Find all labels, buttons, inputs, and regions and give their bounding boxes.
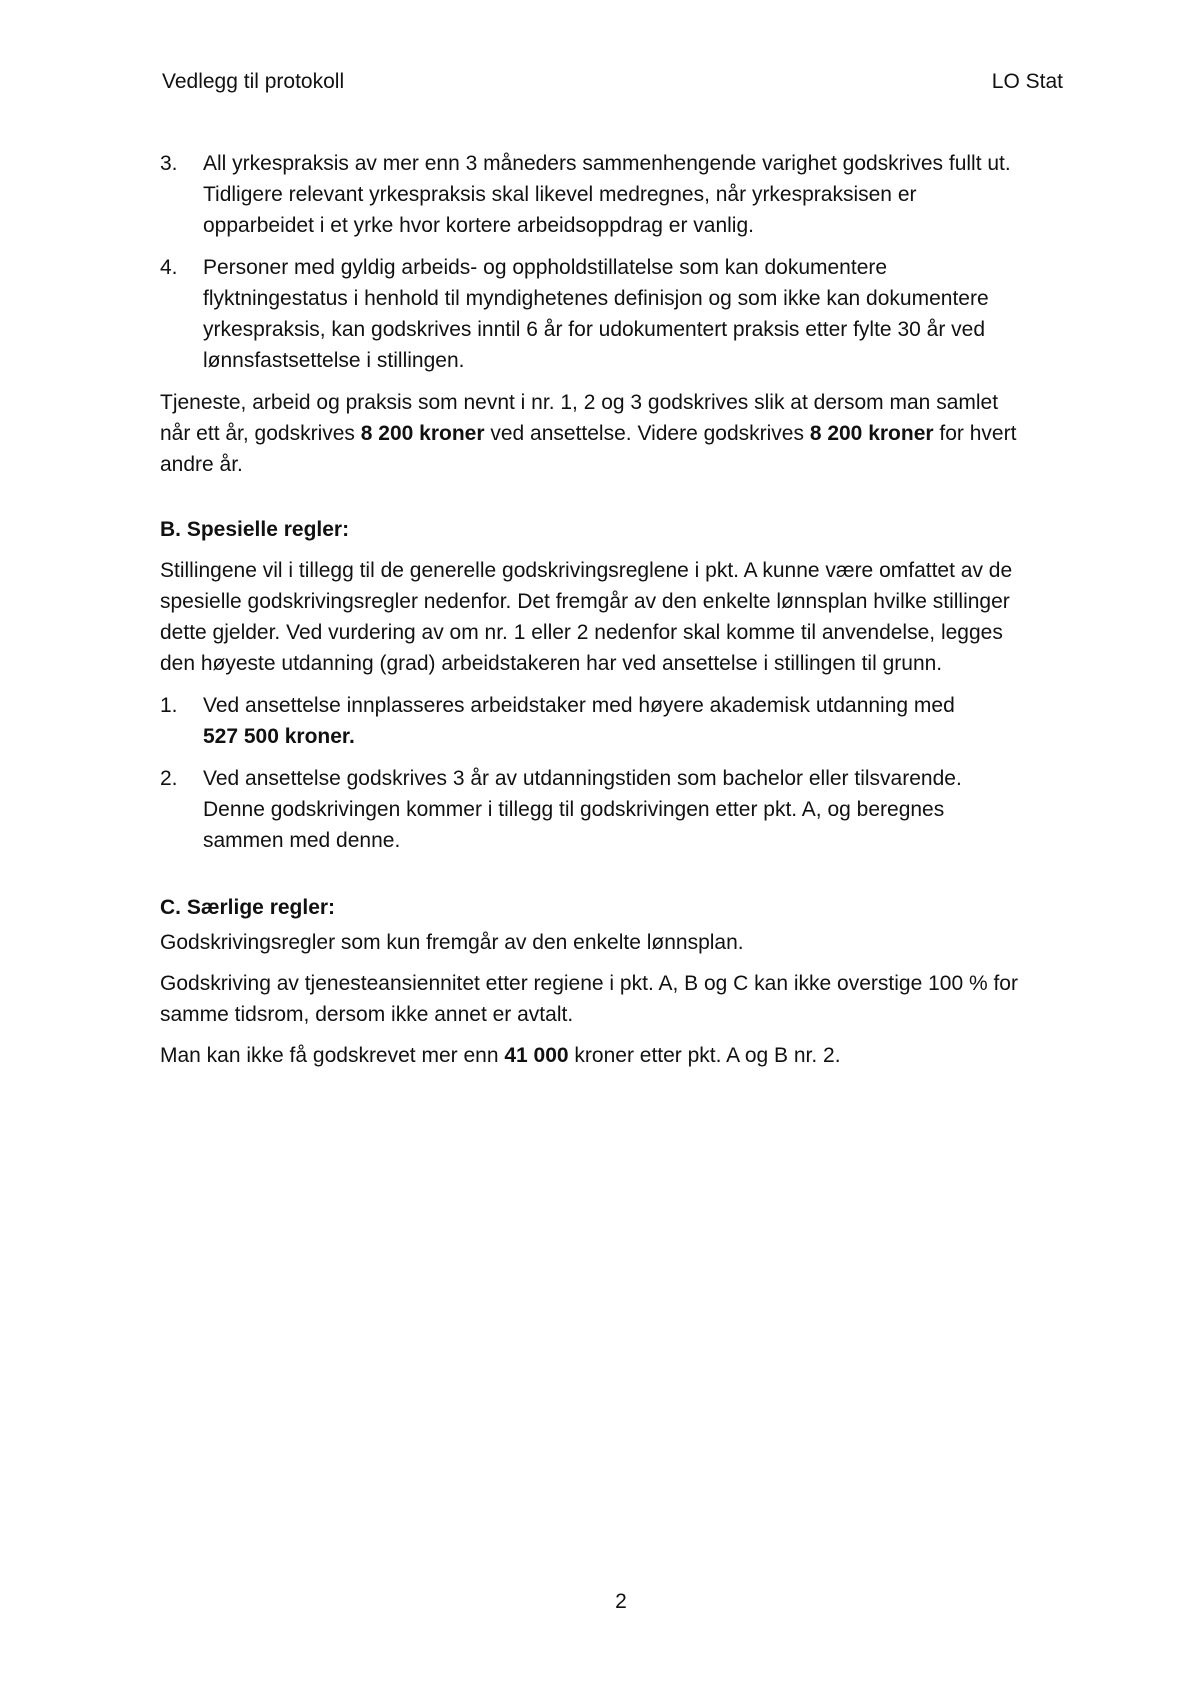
list-number: 3.	[160, 152, 178, 175]
section-c-line: Godskrivingsregler som kun fremgår av den enkelte lønnsplan.	[160, 931, 744, 954]
document-body	[160, 148, 1066, 1071]
text-line: Personer med gyldig arbeids- og oppholdstillatelse som kan dokumentere	[203, 256, 888, 279]
list-item-text	[203, 148, 1066, 241]
text-line: sammen med denne.	[203, 829, 401, 852]
section-c-paragraph-3	[160, 1040, 1066, 1071]
list-number: 1.	[160, 694, 178, 717]
text-fragment: kroner etter pkt. A og B nr. 2.	[568, 1044, 841, 1067]
amount-bold: 8 200 kroner	[360, 422, 485, 445]
text-line: Ved ansettelse innplasseres arbeidstaker med høyere akademisk utdanning med	[203, 694, 955, 717]
text-line: Denne godskrivingen kommer i tillegg til godskrivingen etter pkt. A, og beregnes	[203, 798, 945, 821]
text-line: yrkespraksis, kan godskrives inntil 6 år for udokumentert praksis etter fylte 30 år ved	[203, 318, 986, 341]
section-c-heading: C. Særlige regler:	[160, 896, 336, 919]
text-line: Stillingene vil i tillegg til de generelle godskrivingsreglene i pkt. A kunne være omfattet av de	[160, 559, 1013, 582]
list-item-text	[203, 690, 1066, 752]
list-number: 2.	[160, 767, 178, 790]
tjeneste-paragraph	[160, 387, 1066, 480]
list-item-text	[203, 763, 1066, 856]
header-left-text: Vedlegg til protokoll	[162, 70, 345, 93]
text-line: andre år.	[160, 453, 243, 476]
text-line: flyktningestatus i henhold til myndighetenes definisjon og som ikke kan dokumentere	[203, 287, 989, 310]
text-line: dette gjelder. Ved vurdering av om nr. 1 eller 2 nedenfor skal komme til anvendelse, legges	[160, 621, 1003, 644]
list-item-text	[203, 252, 1066, 376]
text-line: Tidligere relevant yrkespraksis skal likevel medregnes, når yrkespraksisen er	[203, 183, 917, 206]
text-line: All yrkespraksis av mer enn 3 måneders sammenhengende varighet godskrives fullt ut.	[203, 152, 1011, 175]
text-line: Godskriving av tjenesteansiennitet etter regiene i pkt. A, B og C kan ikke overstige 100 % for	[160, 972, 1018, 995]
text-line: spesielle godskrivingsregler nedenfor. Det fremgår av den enkelte lønnsplan hvilke stillinger	[160, 590, 1010, 613]
list-item-4	[160, 252, 1066, 376]
text-line: samme tidsrom, dersom ikke annet er avtalt.	[160, 1003, 574, 1026]
section-c-paragraph-2	[160, 968, 1066, 1030]
amount-bold: 527 500 kroner.	[203, 725, 355, 748]
text-line: opparbeidet i et yrke hvor kortere arbeidsoppdrag er vanlig.	[203, 214, 754, 237]
text-line: Tjeneste, arbeid og praksis som nevnt i nr. 1, 2 og 3 godskrives slik at dersom man samlet	[160, 391, 999, 414]
text-fragment: Man kan ikke få godskrevet mer enn	[160, 1044, 505, 1067]
text-fragment: for hvert	[933, 422, 1017, 445]
section-b-intro	[160, 555, 1066, 679]
list-number: 4.	[160, 256, 178, 279]
text-line: Ved ansettelse godskrives 3 år av utdanningstiden som bachelor eller tilsvarende.	[203, 767, 962, 790]
text-line: lønnsfastsettelse i stillingen.	[203, 349, 465, 372]
amount-bold: 8 200 kroner	[809, 422, 934, 445]
header-right-text: LO Stat	[991, 70, 1063, 93]
list-item-3	[160, 148, 1066, 241]
amount-bold: 41 000	[504, 1044, 569, 1067]
page-header	[162, 70, 1063, 100]
section-b-item-2	[160, 763, 1066, 856]
text-fragment: når ett år, godskrives	[160, 422, 361, 445]
text-line: den høyeste utdanning (grad) arbeidstakeren har ved ansettelse i stillingen til grunn.	[160, 652, 943, 675]
text-fragment: ved ansettelse. Videre godskrives	[484, 422, 810, 445]
page-number: 2	[615, 1590, 627, 1613]
section-b-heading: B. Spesielle regler:	[160, 518, 350, 541]
section-b-item-1	[160, 690, 1066, 752]
